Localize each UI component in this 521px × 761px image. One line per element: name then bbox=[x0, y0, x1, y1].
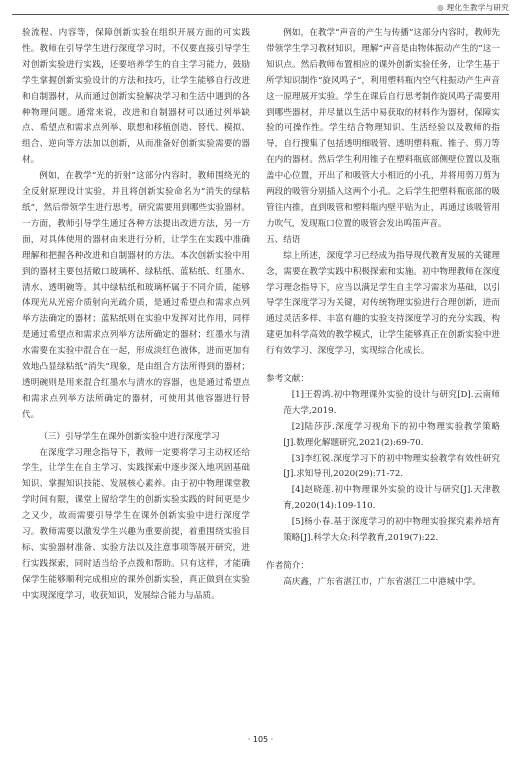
page-number: · 105 · bbox=[247, 735, 274, 744]
reference-item: [4]赵晓莲.初中物理课外实验的设计与研究[J].天津教育,2020(14):109-110. bbox=[283, 485, 500, 512]
section-heading: 五、结语 bbox=[266, 234, 301, 245]
paragraph: 在深度学习理念指导下，教师一定要将学习主动权还给学生，让学生在自主学习、实践探索中逐步深入地巩固基础知识、掌握知识技能、发展核心素养。由于初中物理课堂教学时间有限，课堂上留给学生的创新实验实践的时间更是少之又少，故而需要引导学生在课外创新实验中进行深度学习。教师需要以激发学生兴趣为重要前提，着重围绕实验目标、实验器材准备、实验方法以及注意事项等展开研究，进行实践探索，同时适当给予点拨和帮助。只有这样，才能确保学生能够顺利完成相应的课外创新实验，真正做到在实验中实现深度学习，收获知识，发展综合能力与品质。 bbox=[22, 447, 250, 601]
reference-item: [5]杨小春.基于深度学习的初中物理实验探究素养培育策略[J].科学大众:科学教育,2019(7):22. bbox=[283, 517, 500, 544]
header-rule bbox=[12, 14, 509, 15]
paragraph: 综上所述，深度学习已经成为指导现代教育发展的关键理念，需要在教学实践中积极探索和实施。初中物理教师在深度学习理念指导下，应当以满足学生自主学习需求为基础，以引导学生深度学习为关键，对传统物理实验进行合理创新，进而通过灵活多样、丰富有趣的实验支持深度学习的充分实践，构建更加科学高效的教学模式，让学生能够真正在创新实验中进行有效学习、深度学习，实现综合化成长。 bbox=[266, 250, 500, 357]
spacer bbox=[266, 547, 500, 559]
subsection-heading: （三）引导学生在课外创新实验中进行深度学习 bbox=[39, 431, 220, 442]
journal-section-label: ◎ 理化生教学与研究 bbox=[437, 3, 509, 12]
right-column bbox=[266, 26, 500, 591]
reference-item: [1]王碧鸿.初中物理课外实验的设计与研究[D].云南师范大学,2019. bbox=[283, 389, 500, 416]
reference-item: [2]陆莎莎.深度学习视角下的初中物理实验教学策略[J].数理化解题研究,2021(2):69-70. bbox=[283, 421, 500, 448]
author-info: 高庆鑫，广东省湛江市，广东省湛江二中港城中学。 bbox=[283, 576, 481, 587]
paragraph: 例如，在教学“声音的产生与传播”这部分内容时，教师先带领学生学习教材知识，理解“声音是由物体振动产生的”这一知识点。然后教师布置相应的课外创新实验任务，让学生基于所学知识制作“旋风鸣子”，利用塑料瓶内空气柱振动产生声音这一原理展开实验。学生在课后自行思考制作旋风鸣子需要用到哪些器材，并尽量以生活中易获取的材料作为器材，保障实验的可操作性。学生结合物理知识、生活经验以及教师的指导，自行搜集了包括透明细吸管、透明塑料瓶、锥子、剪刀等在内的器材。然后学生利用锥子在塑料瓶底部侧壁位置以及瓶盖中心位置，开出了和吸管大小相近的小孔，并将用剪刀剪为两段的吸管分别插入这两个小孔。之后学生把塑料瓶底部的吸管往内推，直到吸管和塑料瓶内壁平贴为止，再通过该吸管用力吹气，发现瓶口位置的吸管会发出鸣笛声音。 bbox=[266, 28, 500, 229]
running-header bbox=[0, 0, 521, 24]
author-heading: 作者简介： bbox=[266, 561, 309, 571]
paragraph: 验流程、内容等，保障创新实验在组织开展方面的可实践性。教师在引导学生进行深度学习时，不仅要直接引导学生对创新实验进行实践，还要培养学生的自主学习能力，鼓励学生掌握创新实验设计的方法和技巧，让学生能够自行改进和自制器材，从而通过创新实验解决学习和生活中遇到的各种物理问题。通常来说，改进和自制器材可以通过列举缺点、希望点和需求点列举、联想和移植创造、替代、模拟、组合、逆向等方法加以创新，从而准备好创新实验需要的器材。 bbox=[22, 28, 250, 166]
references-heading: 参考文献： bbox=[266, 374, 309, 385]
left-column bbox=[22, 26, 250, 605]
reference-item: [3]李红锐.深度学习下的初中物理实验教学有效性研究[J].求知导刊,2020(29):71-72. bbox=[283, 453, 500, 480]
paragraph: 例如，在教学“光的折射”这部分内容时，教师围绕光的全反射原理设计实验，并且将创新实验命名为“消失的绿粘纸”，然后带领学生进行思考，研究需要用到哪些实验器材。一方面，教师引导学生通过各种方法提出改进方法，另一方面，对具体使用的器材由来进行分析，让学生在实践中准确理解和把握各种改进和自制器材的方法。本次创新实验中用到的器材主要包括敞口玻璃杯、绿粘纸、蓝粘纸、红墨水、清水、透明碗等。其中绿粘纸和玻璃杯属于不同介质，能够体现光从光密介质射向光疏介质，是通过希望点和需求点列举方法确定的器材；蓝粘纸则在实验中发挥对比作用，同样是通过希望点和需求点列举方法所确定的器材；红墨水与清水需要在实验中混合在一起，形成淡红色液体，进而更加有效地凸显绿粘纸“消失”现象，是由组合方法所得到的器材；透明碗则是用来混合红墨水与清水的容器，也是通过希望点和需求点列举方法所确定的器材，可使用其他容器进行替代。 bbox=[22, 171, 250, 420]
spacer bbox=[266, 360, 500, 372]
